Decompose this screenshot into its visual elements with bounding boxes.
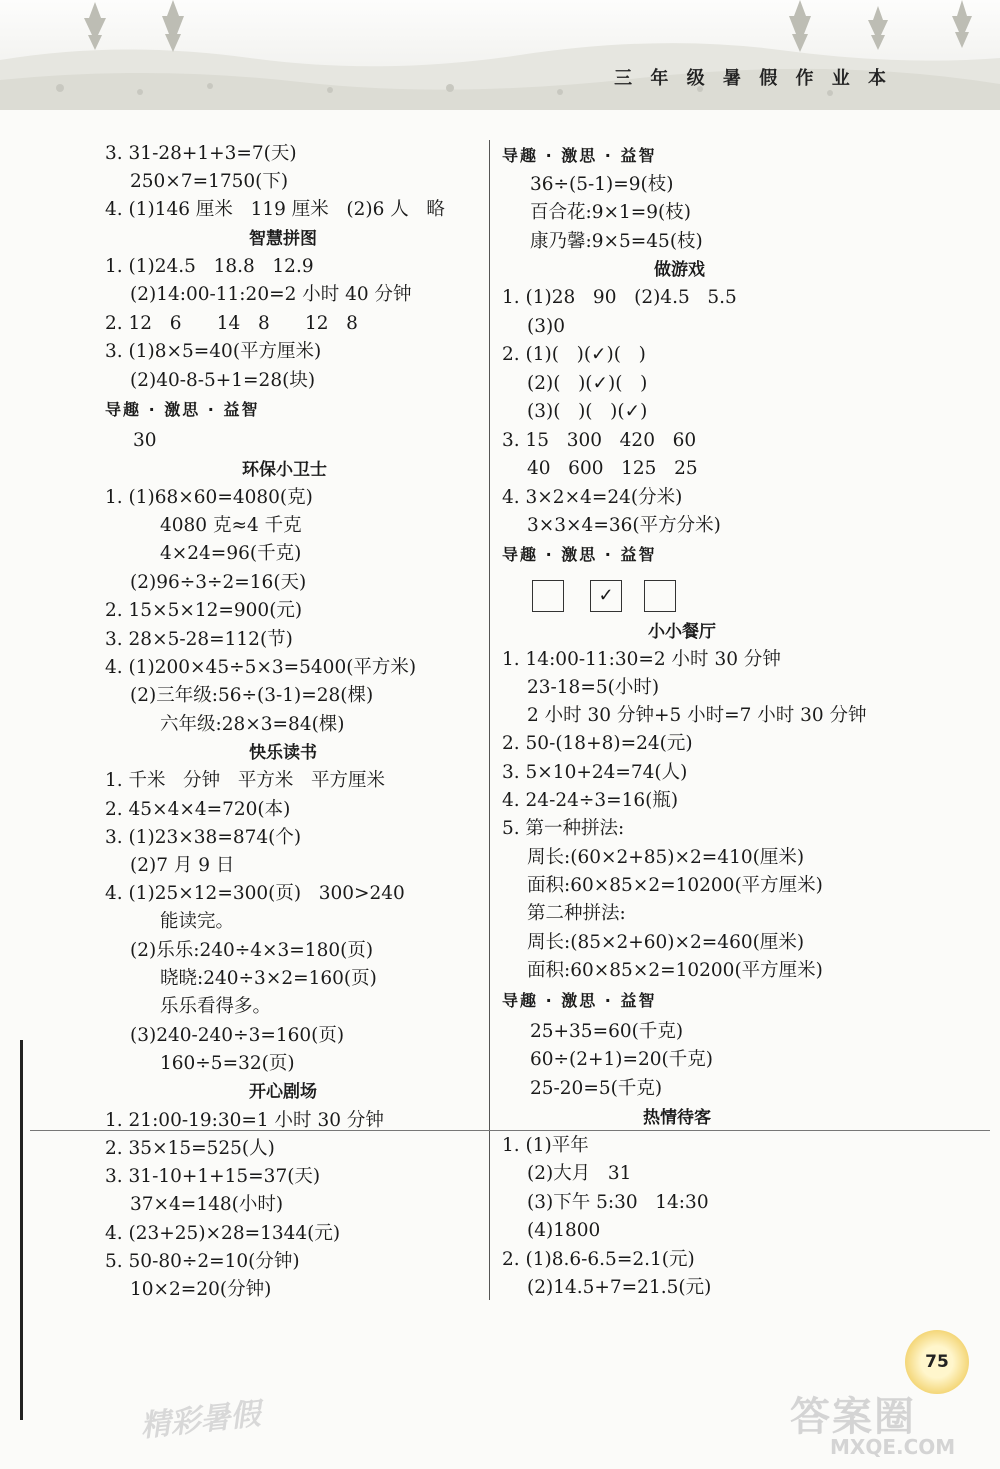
answer-line: 2. (1)8.6-6.5=2.1(元): [502, 1249, 695, 1270]
answer-line: (2)( )(✓)( ): [527, 373, 648, 394]
answer-line: 4080 克≈4 千克: [160, 515, 302, 536]
answer-line: 面积:60×85×2=10200(平方厘米): [527, 875, 823, 896]
answer-line: 5. 第一种拼法:: [502, 818, 625, 839]
section-heading: 快乐读书: [249, 743, 317, 763]
answer-line: (2)40-8-5+1=28(块): [130, 370, 316, 391]
answer-line: 第二种拼法:: [527, 903, 626, 924]
answer-line: (2)14:00-11:20=2 小时 40 分钟: [130, 284, 412, 305]
answer-line: 4. (23+25)×28=1344(元): [105, 1223, 341, 1244]
answer-line: 3. 31-28+1+3=7(天): [105, 143, 297, 164]
section-subheading: 导趣 · 激思 · 益智: [502, 545, 657, 564]
answer-line: 3. 15 300 420 60: [502, 430, 697, 451]
answer-line: 36÷(5-1)=9(枝): [530, 174, 674, 195]
answer-line: 4. (1)146 厘米 119 厘米 (2)6 人 略: [105, 199, 445, 220]
section-heading: 做游戏: [654, 260, 705, 280]
book-title: 三 年 级 暑 假 作 业 本: [614, 68, 892, 89]
answer-line: 能读完。: [160, 911, 235, 932]
answer-line: 3×3×4=36(平方分米): [527, 515, 721, 536]
answer-line: 250×7=1750(下): [130, 171, 289, 192]
answer-line: 4. 3×2×4=24(分米): [502, 487, 683, 508]
section-heading: 环保小卫士: [242, 460, 327, 480]
section-subheading: 导趣 · 激思 · 益智: [105, 400, 260, 419]
answer-line: 3. (1)8×5=40(平方厘米): [105, 341, 322, 362]
page-header: [0, 0, 1000, 110]
answer-line: (3)240-240÷3=160(页): [130, 1025, 345, 1046]
answer-line: 六年级:28×3=84(棵): [160, 714, 345, 735]
answer-line: 康乃馨:9×5=45(枝): [530, 231, 703, 252]
answer-line: 1. (1)平年: [502, 1135, 589, 1156]
section-subheading: 导趣 · 激思 · 益智: [502, 991, 657, 1010]
page-number: 75: [905, 1330, 969, 1394]
watermark-text: 答案圈: [790, 1394, 916, 1440]
answer-line: 10×2=20(分钟): [130, 1279, 272, 1300]
column-divider: [489, 140, 490, 1300]
section-heading: 小小餐厅: [648, 622, 716, 642]
answer-line: 4. (1)25×12=300(页) 300>240: [105, 883, 405, 904]
faded-stamp-text: 精彩暑假: [138, 1396, 262, 1445]
answer-box-3: [644, 580, 676, 612]
answer-line: 1. (1)68×60=4080(克): [105, 487, 313, 508]
answer-line: 23-18=5(小时): [527, 677, 660, 698]
answer-line: 2. (1)( )(✓)( ): [502, 344, 646, 365]
landscape-illustration: [0, 0, 1000, 110]
watermark-url: MXQE.COM: [830, 1435, 956, 1459]
watermark-logo: [790, 1385, 990, 1465]
answer-line: 160÷5=32(页): [160, 1053, 295, 1074]
answer-line: 2. 12 6 14 8 12 8: [105, 313, 358, 334]
answer-line: 1. (1)28 90 (2)4.5 5.5: [502, 287, 737, 308]
answer-box-1: [532, 580, 564, 612]
answer-line: 乐乐看得多。: [160, 996, 272, 1017]
answer-line: (3)( )( )(✓): [527, 401, 648, 422]
answer-line: (2)大月 31: [527, 1163, 632, 1184]
answer-line: 3. 5×10+24=74(人): [502, 762, 688, 783]
section-heading: 开心剧场: [249, 1082, 317, 1102]
answer-line: 1. 14:00-11:30=2 小时 30 分钟: [502, 649, 781, 670]
answer-line: 37×4=148(小时): [130, 1194, 284, 1215]
answer-line: 周长:(85×2+60)×2=460(厘米): [527, 932, 805, 953]
answer-line: 3. 28×5-28=112(节): [105, 629, 293, 650]
answer-box-2: ✓: [590, 580, 622, 612]
answer-line: 2. 50-(18+8)=24(元): [502, 733, 693, 754]
answer-line: 1. 21:00-19:30=1 小时 30 分钟: [105, 1110, 384, 1131]
answer-line: 40 600 125 25: [527, 458, 698, 479]
answer-line: 晓晓:240÷3×2=160(页): [160, 968, 377, 989]
answer-line: (2)14.5+7=21.5(元): [527, 1277, 712, 1298]
answer-line: 3. 31-10+1+15=37(天): [105, 1166, 321, 1187]
answer-line: 1. 千米 分钟 平方米 平方厘米: [105, 770, 385, 791]
answer-line: 25+35=60(千克): [530, 1021, 684, 1042]
answer-line: 4. (1)200×45÷5×3=5400(平方米): [105, 657, 417, 678]
section-heading: 智慧拼图: [249, 229, 317, 249]
answer-line: (3)下午 5:30 14:30: [527, 1192, 709, 1213]
answer-line: (2)三年级:56÷(3-1)=28(棵): [130, 685, 374, 706]
section-heading: 热情待客: [643, 1108, 711, 1128]
section-subheading: 导趣 · 激思 · 益智: [502, 146, 657, 165]
answer-line: 2. 35×15=525(人): [105, 1138, 275, 1159]
answer-line: 周长:(60×2+85)×2=410(厘米): [527, 847, 805, 868]
answer-line: 3. (1)23×38=874(个): [105, 827, 302, 848]
binding-edge: [20, 1040, 23, 1420]
answer-line: (2)乐乐:240÷4×3=180(页): [130, 940, 374, 961]
answer-line: (3)0: [527, 316, 565, 337]
answer-line: 2. 15×5×12=900(元): [105, 600, 303, 621]
answer-line: (2)96÷3÷2=16(天): [130, 572, 307, 593]
answer-line: 2. 45×4×4=720(本): [105, 799, 291, 820]
answer-line: 面积:60×85×2=10200(平方厘米): [527, 960, 823, 981]
answer-line: (2)7 月 9 日: [130, 855, 235, 876]
answer-line: (4)1800: [527, 1220, 601, 1241]
answer-line: 5. 50-80÷2=10(分钟): [105, 1251, 300, 1272]
answer-line: 60÷(2+1)=20(千克): [530, 1049, 713, 1070]
answer-line: 百合花:9×1=9(枝): [530, 202, 691, 223]
answer-line: 2 小时 30 分钟+5 小时=7 小时 30 分钟: [527, 705, 867, 726]
answer-line: 25-20=5(千克): [530, 1078, 663, 1099]
answer-line: 1. (1)24.5 18.8 12.9: [105, 256, 314, 277]
answer-line: 30: [133, 430, 157, 451]
answer-line: 4×24=96(千克): [160, 543, 302, 564]
answer-line: 4. 24-24÷3=16(瓶): [502, 790, 679, 811]
